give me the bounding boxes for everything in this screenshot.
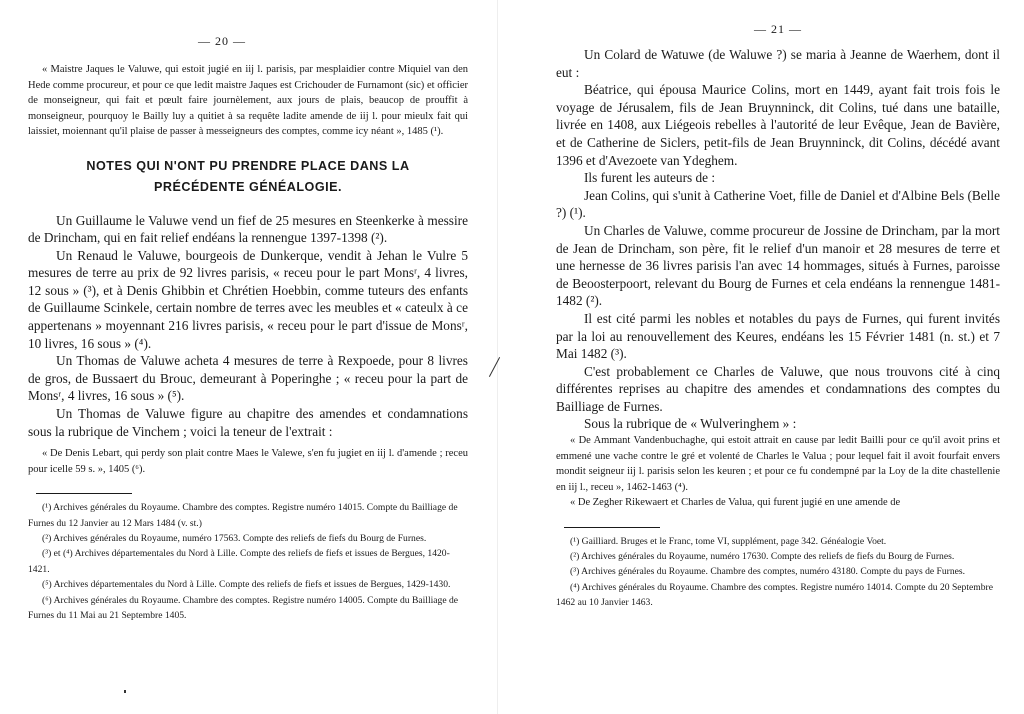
footnotes-right <box>556 534 1000 611</box>
footnote: (²) Archives générales du Royaume, numéro 17563. Compte des reliefs de fiefs du Bourg de Furnes. <box>42 533 427 545</box>
paragraph-nobles: Il est cité parmi les nobles et notables du pays de Furnes, qui furent invités par la loi au renouvellement des Keures, endéans les 15 Février 1481 (n. st.) et 7 Mai 1482 (³). <box>556 310 1000 362</box>
paragraph-renaud: Un Renaud le Valuwe, bourgeois de Dunkerque, vendit à Jehan le Vulre 5 mesures de terre au prix de 92 livres parisis, « receu pour le part Monsʳ, 4 livres, 12 sous » (³), et à Denis Ghibbin et Chrétien Hoebbin, comme tuteurs des enfants de Guillaume Scinkele, certain nombre de terres avec les meubles et « cateulx à ce appertenans » moyennant 216 livres parisis, « receu pour le part d'issue de Monsʳ, 10 livres, 16 sous » (⁴). <box>28 247 468 351</box>
page-edge-speck <box>124 690 126 693</box>
heading-line-1: NOTES QUI N'ONT PU PRENDRE PLACE DANS LA <box>86 158 410 173</box>
footnote: (⁶) Archives générales du Royaume. Chambre des comptes. Registre numéro 14005. Compte du Bailliage de Furnes du 11 Mai au 21 Septembre 1405. <box>28 594 459 622</box>
left-page-body <box>28 62 468 623</box>
paragraph-thomas-1: Un Thomas de Valuwe acheta 4 mesures de terre à Rexpoede, pour 8 livres de gros, de Bussaert du Brouc, demeurant à Poperinghe ; « receu pour la part de Monsʳ, 4 livres, 16 sous » (⁵). <box>28 353 468 404</box>
footnotes-left <box>28 500 468 623</box>
quote-zegher: « De Zegher Rikewaert et Charles de Valua, qui furent jugié en une amende de <box>570 497 901 509</box>
footnote-rule <box>36 493 132 494</box>
footnote-rule <box>564 527 660 528</box>
footnote: (¹) Archives générales du Royaume. Chambre des comptes. Registre numéro 14015. Compte du Bailliage de Furnes du 12 Janvier au 12 Mars 1484 (v. st.) <box>28 502 458 529</box>
paragraph-probablement: C'est probablement ce Charles de Valuwe, que nous trouvons cité à cinq différentes reprises au chapitre des amendes et condamnations des comptes du Bailliage de Furnes. <box>556 363 1000 414</box>
paragraph-guillaume: Un Guillaume le Valuwe vend un fief de 25 mesures en Steenkerke à messire de Drincham, qui en fait relief endéans la rennengue 1397-1398 (²). <box>28 212 468 246</box>
footnote: (¹) Gailliard. Bruges et le Franc, tome VI, supplément, page 342. Généalogie Voet. <box>570 535 887 547</box>
left-page <box>28 0 468 714</box>
paragraph-beatrice: Béatrice, qui épousa Maurice Colins, mort en 1449, ayant fait trois fois le voyage de Jérusalem, fils de Jean Bruynninck, dit Colins, tué dans une bataille, livrée en 1408, aux Liégeois rebelles à l'autorité de leur Evêque, Jean de Bavière, et de Catherine de Siclers, petit-fils de Jean Bruynninck, dit Colins, décédé avant 1396 et d'Avezoete van Ydeghem. <box>556 82 1000 168</box>
paragraph-jean-colins: Jean Colins, qui s'unit à Catherine Voet, fille de Daniel et d'Albine Bels (Belle ?) (¹). <box>556 187 1000 221</box>
page-number-right: — 21 — <box>754 22 802 36</box>
right-page-body <box>556 46 1000 611</box>
footnote: (⁵) Archives départementales du Nord à Lille. Compte des reliefs de fiefs et issues de Bergues, 1429-1430. <box>42 579 451 591</box>
footnote: (⁴) Archives générales du Royaume. Chambre des comptes. Registre numéro 14014. Compte du 20 Septembre 1462 au 10 Janvier 1463. <box>556 581 993 609</box>
opening-quote: « Maistre Jaques le Valuwe, qui estoit jugié en iij l. parisis, par mesplaidier contre Miquiel van den Hede comme procureur, et pour ce que ledit maistre Jaques est Crichouder de Furnamont (sic) et officier de monseigneur, qui fait et pœult faire journèlement, aux jours de plais, beaucop de prouffit à monseigneur, pourquoy le Bailly luy a quitiet à sa requête ladite amende de iij l. pour mieulx fait qui laissiet, moiennant qu'il plaise de passer à messeigneurs des comptes, comme icy néant », 1485 (¹). <box>28 64 468 137</box>
paragraph-auteurs: Ils furent les auteurs de : <box>584 170 716 186</box>
heading-line-2: PRÉCÉDENTE GÉNÉALOGIE. <box>153 179 343 194</box>
section-heading <box>28 156 468 198</box>
paragraph-thomas-2: Un Thomas de Valuwe figure au chapitre des amendes et condamnations sous la rubrique de Vinchem ; voici la teneur de l'extrait : <box>28 406 468 439</box>
paragraph-colard: Un Colard de Watuwe (de Waluwe ?) se maria à Jeanne de Waerhem, dont il eut : <box>556 47 1000 80</box>
gutter-mark <box>489 357 500 377</box>
footnote: (³) et (⁴) Archives départementales du Nord à Lille. Compte des reliefs de fiefs et issues de Bergues, 1420-1421. <box>28 548 450 575</box>
paragraph-rubrique: Sous la rubrique de « Wulveringhem » : <box>584 416 797 432</box>
right-page <box>556 0 1000 714</box>
footnote: (³) Archives générales du Royaume. Chambre des comptes, numéro 43180. Compte du pays de Furnes. <box>570 566 966 578</box>
paragraph-charles: Un Charles de Valuwe, comme procureur de Jossine de Drincham, par la mort de Jean de Drincham, son père, fit le relief d'un manoir et 28 mesures de terre et une hernesse de 36 livres parisis l'an avec 14 hommages, situés à Furnes, paroisse de Beoosterpoort, relevant du Bourg de Furnes et cela endéans la rennengue 1481-1482 (²). <box>556 222 1000 309</box>
footnote: (²) Archives générales du Royaume, numéro 17630. Compte des reliefs de fiefs du Bourg de Furnes. <box>570 550 955 562</box>
quote-ammant: « De Ammant Vandenbuchaghe, qui estoit attrait en cause par ledit Bailli pour ce qu'il avoit prins et emmené une vache contre le gré et volenté de Charles le Valua ; pour lequel fait il avoit fourfait envers mondit seigneur iij l. parisis selon les keuren ; et pour ce fu condempné par la Loy de la dite chastellenie en iij l., receu », 1462-1463 (⁴). <box>556 435 1000 493</box>
page-number-left: — 20 — <box>198 34 246 48</box>
quote-denis-lebart: « De Denis Lebart, qui perdy son plait contre Maes le Valewe, s'en fu jugiet en iij l. d'amende ; receu pour icelle 59 s. », 1405 (⁶). <box>28 448 468 475</box>
